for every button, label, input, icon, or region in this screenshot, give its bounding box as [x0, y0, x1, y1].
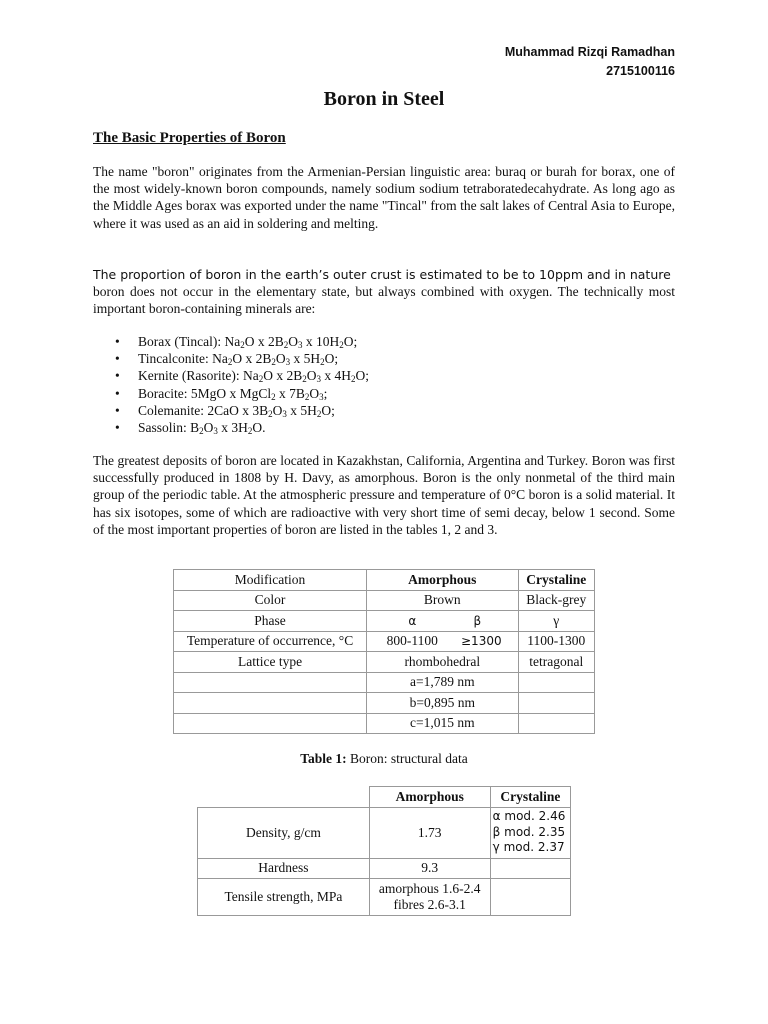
table-row — [198, 858, 571, 879]
table-cell: Density, g/cm — [198, 807, 370, 858]
mineral-formula: 5MgO x MgCl$_2$ x $7B_2O_3$; — [190, 385, 328, 402]
caption-text: Boron: structural data — [346, 751, 468, 766]
list-item — [93, 385, 369, 402]
mineral-name: Colemanite: — [138, 402, 208, 418]
table-row — [198, 807, 571, 858]
table-cell: Brown — [367, 590, 519, 611]
table-cell — [490, 879, 570, 916]
table-header-cell: Amorphous — [369, 787, 490, 808]
list-item — [93, 402, 369, 419]
paragraph-rest: boron does not occur in the elementary state, but always combined with oxygen. The technically most important boron-containing minerals are: — [93, 284, 675, 317]
tensile-amorphous: amorphous 1.6-2.4 — [378, 881, 481, 896]
table-row — [174, 631, 595, 652]
physical-properties-table — [197, 786, 571, 916]
bullet-icon: • — [115, 334, 120, 349]
table-cell: Temperature of occurrence, °C — [174, 631, 367, 652]
table-row — [174, 590, 595, 611]
table-cell: 9.3 — [369, 858, 490, 879]
table-header-cell: Amorphous — [367, 570, 519, 591]
density-gamma: γ mod. 2.37 — [492, 840, 565, 855]
author-block — [505, 43, 675, 81]
table-caption — [0, 751, 768, 767]
table-cell: Black-grey — [518, 590, 594, 611]
table-cell: Modification — [174, 570, 367, 591]
table-cell: Hardness — [198, 858, 370, 879]
tensile-fibres: fibres 2.6-3.1 — [393, 897, 466, 912]
table-cell — [174, 713, 367, 734]
table-row — [174, 652, 595, 673]
table-cell: b=0,895 nm — [367, 693, 519, 714]
phase-alpha: α — [408, 613, 417, 628]
phase-beta: β — [473, 613, 482, 628]
table-cell — [369, 879, 490, 916]
table-cell: tetragonal — [518, 652, 594, 673]
list-item — [93, 419, 369, 436]
mineral-name: Kernite (Rasorite): — [138, 368, 243, 384]
paragraph-boron-proportion — [93, 266, 675, 318]
table-cell — [518, 693, 594, 714]
table-cell — [490, 858, 570, 879]
table-row — [198, 879, 571, 916]
bullet-icon: • — [115, 368, 120, 384]
table-cell — [367, 631, 519, 652]
table-cell — [174, 672, 367, 693]
table-cell: Phase — [174, 611, 367, 632]
page-title: Boron in Steel — [323, 88, 445, 110]
paragraph-boron-name: The name "boron" originates from the Armenian-Persian linguistic area: buraq or burah for borax, one of the most widely-known boron compounds, namely sodium sodium tetraboratedecahydrate. As long ago as the Middle Ages borax was exported under the name "Tincal" from the salt lakes of Central Asia to Europe, where it was used as an aid in soldering and melting. — [93, 164, 675, 231]
temp-alpha: 800-1100 — [386, 633, 438, 649]
table-cell: 1100-1300 — [518, 631, 594, 652]
table-row — [198, 787, 571, 808]
list-item — [93, 350, 369, 367]
table-cell: Tensile strength, MPa — [198, 879, 370, 916]
density-beta: β mod. 2.35 — [492, 824, 566, 839]
table-cell — [174, 693, 367, 714]
mineral-name: Tincalconite: — [138, 351, 213, 367]
bullet-icon: • — [115, 402, 120, 418]
bullet-icon: • — [115, 351, 120, 367]
mineral-formula: $B_2O_3$ x $3H_2O$. — [190, 420, 266, 437]
mineral-name: Sassolin: — [138, 420, 191, 436]
table-cell: 1.73 — [369, 807, 490, 858]
table-header-cell: Crystaline — [490, 787, 570, 808]
table-row — [174, 693, 595, 714]
mineral-formula: $Na_2O$ x $2B_2O_3$ x $10H_2O$; — [224, 334, 358, 350]
mineral-formula: $Na_2O$ x $2B_2O_3$ x $4H_2O$; — [242, 368, 369, 385]
mineral-name: Borax (Tincal): — [138, 334, 225, 349]
table-cell: Color — [174, 590, 367, 611]
table-cell — [490, 807, 570, 858]
mineral-name: Boracite: — [138, 385, 191, 401]
table-header-cell: Crystaline — [518, 570, 594, 591]
table-cell: c=1,015 nm — [367, 713, 519, 734]
density-alpha: α mod. 2.46 — [492, 809, 566, 824]
structural-data-table — [173, 569, 595, 734]
section-heading: The Basic Properties of Boron — [93, 130, 286, 146]
list-item — [93, 333, 369, 350]
table-cell: Lattice type — [174, 652, 367, 673]
author-name: Muhammad Rizqi Ramadhan — [504, 45, 675, 59]
mineral-list — [93, 333, 369, 436]
table-cell — [518, 672, 594, 693]
bullet-icon: • — [115, 385, 120, 401]
table-cell: γ — [518, 611, 594, 632]
list-item — [93, 367, 369, 384]
caption-label: Table 1: — [300, 751, 347, 766]
table-row — [174, 672, 595, 693]
author-id: 2715100116 — [606, 64, 675, 78]
table-cell: rhombohedral — [367, 652, 519, 673]
table-cell — [518, 713, 594, 734]
mineral-formula: 2CaO x $3B_2O_3$ x $5H_2O$; — [207, 402, 335, 419]
table-row — [174, 713, 595, 734]
bullet-icon: • — [115, 420, 120, 436]
table-cell: a=1,789 nm — [367, 672, 519, 693]
table-cell — [367, 611, 519, 632]
paragraph-line-sans: The proportion of boron in the earth’s outer crust is estimated to be to 10ppm and in nature — [93, 267, 671, 282]
table-row — [174, 611, 595, 632]
mineral-formula: $Na_2O$ x $2B_2O_3$ x $5H_2O$; — [212, 351, 339, 368]
temp-beta: ≥1300 — [461, 634, 502, 649]
paragraph-deposits: The greatest deposits of boron are located in Kazakhstan, California, Argentina and Turkey. Boron was first successfully produced in 1808 by H. Davy, as amorphous. Boron is the only nonmetal of the third main group of the periodic table. At the atmospheric pressure and temperature of 0°C boron is a solid material. It has six isotopes, some of which are radioactive with very short time of semi decay, below 1 second. Some of the most important properties of boron are listed in the tables 1, 2 and 3. — [93, 453, 675, 537]
table-cell — [198, 787, 370, 808]
table-row — [174, 570, 595, 591]
